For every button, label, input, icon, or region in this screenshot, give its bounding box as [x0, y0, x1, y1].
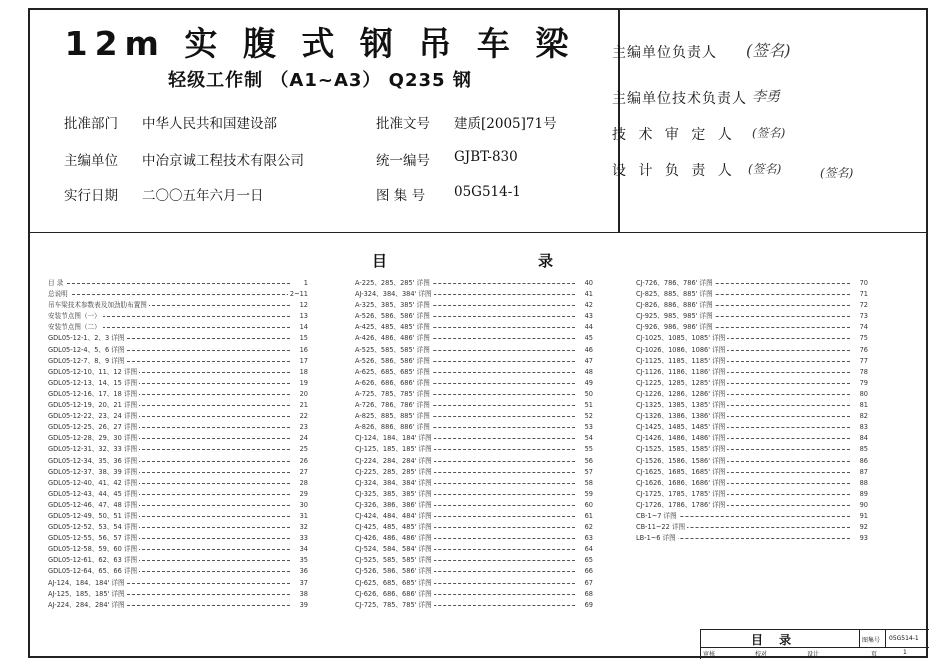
atlas-no-label: 图 集 号	[376, 188, 426, 204]
toc-row-title: A-526、586、586' 详图	[355, 356, 430, 365]
toc-row[interactable]	[355, 478, 593, 489]
toc-row-page: 50	[584, 389, 593, 398]
approval-doc-value: 建质[2005]71号	[454, 116, 557, 132]
title-block-page-value: 1	[903, 649, 907, 656]
toc-row-page: 56	[584, 456, 593, 465]
chief-signature: (签名)	[746, 41, 791, 60]
title-block-page-label: 页	[871, 651, 878, 658]
toc-row-page: 88	[859, 478, 868, 487]
toc-row[interactable]	[48, 333, 308, 344]
toc-row-page: 86	[859, 456, 868, 465]
toc-row-title: 吊车梁技术参数表及加劲肋布置图	[48, 301, 147, 310]
toc-row-title: CJ-324、384、384' 详图	[355, 478, 432, 487]
toc-row-page: 89	[859, 489, 868, 498]
title-block-divider	[859, 630, 860, 647]
toc-row-title: A-426、486、486' 详图	[355, 334, 430, 343]
toc-row[interactable]	[48, 345, 308, 356]
toc-row-title: AJ-224、284、284' 详图	[48, 600, 125, 609]
toc-row-page: 58	[584, 478, 593, 487]
toc-row[interactable]	[48, 322, 308, 333]
toc-row-title: A-526、586、586' 详图	[355, 312, 430, 321]
toc-row-page: 39	[299, 600, 308, 609]
toc-row-title: GDL05-12-40、41、42 详图	[48, 478, 138, 487]
toc-row[interactable]	[48, 589, 308, 600]
toc-row[interactable]	[48, 356, 308, 367]
toc-row-page: 33	[299, 534, 308, 543]
toc-row[interactable]	[48, 478, 308, 489]
toc-row-title: GDL05-12-37、38、39 详图	[48, 467, 138, 476]
toc-row-title: CJ-925、985、985' 详图	[636, 312, 713, 321]
toc-row-title: CB-11~22 详图	[636, 523, 686, 532]
toc-row-page: 91	[859, 511, 868, 520]
toc-title-right: 录	[538, 252, 554, 270]
toc-row-page: 51	[584, 401, 593, 410]
toc-row-title: CJ-325、385、385' 详图	[355, 489, 432, 498]
toc-row-page: 40	[584, 279, 593, 287]
toc-row-title: CJ-825、885、885' 详图	[636, 290, 713, 299]
toc-row-page: 14	[299, 323, 308, 332]
toc-row[interactable]	[48, 578, 308, 589]
toc-row-page: 61	[584, 511, 593, 520]
toc-row-page: 79	[859, 378, 868, 387]
toc-row-title: CJ-1525、1585、1585' 详图	[636, 445, 726, 454]
toc-row[interactable]	[355, 500, 593, 511]
toc-row[interactable]	[355, 333, 593, 344]
toc-row-page: 83	[859, 423, 868, 432]
toc-row[interactable]	[48, 389, 308, 400]
title-block-design-label: 设计	[807, 651, 820, 658]
toc-row-title: CJ-224、284、284' 详图	[355, 456, 432, 465]
toc-row[interactable]	[355, 289, 593, 300]
toc-row[interactable]	[636, 533, 868, 544]
toc-row[interactable]	[636, 456, 868, 467]
toc-row-page: 65	[584, 556, 593, 565]
toc-row[interactable]	[355, 300, 593, 311]
toc-row-title: GDL05-12-19、20、21 详图	[48, 401, 138, 410]
toc-row-page: 23	[299, 423, 308, 432]
toc-row[interactable]	[48, 289, 308, 300]
impl-date-value: 二〇〇五年六月一日	[142, 188, 264, 204]
toc-row-title: GDL05-12-46、47、48 详图	[48, 500, 138, 509]
toc-row[interactable]	[636, 467, 868, 478]
toc-row-title: CJ-225、285、285' 详图	[355, 467, 432, 476]
toc-row-title: GDL05-12-43、44、45 详图	[48, 489, 138, 498]
toc-row-page: 90	[859, 500, 868, 509]
toc-row-page: 30	[299, 500, 308, 509]
editor-unit-value: 中冶京诚工程技术有限公司	[142, 153, 304, 169]
toc-row[interactable]	[355, 566, 593, 577]
title-block-atlas-value: 05G514-1	[889, 635, 919, 642]
toc-row-title: CJ-1226、1286、1286' 详图	[636, 389, 726, 398]
toc-row[interactable]	[48, 566, 308, 577]
toc-row-page: 87	[859, 467, 868, 476]
toc-row[interactable]	[48, 544, 308, 555]
toc-row[interactable]	[355, 467, 593, 478]
toc-row-page: 75	[859, 334, 868, 343]
toc-row-page: 27	[299, 467, 308, 476]
toc-row-page: 62	[584, 523, 593, 532]
toc-row[interactable]	[355, 600, 593, 611]
toc-row[interactable]	[636, 422, 868, 433]
toc-row[interactable]	[636, 322, 868, 333]
page-subtitle: 轻级工作制 （A1~A3） Q235 钢	[168, 70, 472, 91]
toc-row-page: 25	[299, 445, 308, 454]
toc-row-page: 15	[299, 334, 308, 343]
toc-row-page: 77	[859, 356, 868, 365]
toc-row-title: CJ-426、486、486' 详图	[355, 534, 432, 543]
toc-row[interactable]	[48, 600, 308, 611]
toc-row-page: 66	[584, 567, 593, 576]
toc-row-title: CJ-525、585、585' 详图	[355, 556, 432, 565]
toc-row[interactable]	[355, 345, 593, 356]
toc-row-title: GDL05-12-4、5、6 详图	[48, 345, 125, 354]
toc-row[interactable]	[355, 444, 593, 455]
toc-row[interactable]	[355, 389, 593, 400]
toc-row-title: CJ-1325、1385、1385' 详图	[636, 401, 726, 410]
toc-row-page: 49	[584, 378, 593, 387]
unified-no-label: 统一编号	[376, 153, 430, 169]
design-signature: (签名)	[748, 162, 782, 176]
toc-row-page: 29	[299, 489, 308, 498]
page-title: 12m 实 腹 式 钢 吊 车 梁	[64, 24, 576, 63]
toc-row-title: CJ-1025、1085、1085' 详图	[636, 334, 726, 343]
toc-row-title: GDL05-12-25、26、27 详图	[48, 423, 138, 432]
toc-row-title: CJ-1726、1786、1786' 详图	[636, 500, 726, 509]
toc-row-title: GDL05-12-10、11、12 详图	[48, 367, 138, 376]
toc-row-page: 32	[299, 523, 308, 532]
toc-row-title: CJ-1125、1185、1185' 详图	[636, 356, 726, 365]
toc-row[interactable]	[355, 589, 593, 600]
toc-row-page: 81	[859, 401, 868, 410]
toc-row[interactable]	[636, 389, 868, 400]
toc-row[interactable]	[48, 456, 308, 467]
toc-row-page: 76	[859, 345, 868, 354]
toc-row[interactable]	[636, 378, 868, 389]
toc-row[interactable]	[636, 289, 868, 300]
toc-row-title: A-225、285、285' 详图	[355, 279, 430, 287]
toc-row-title: AJ-124、184、184' 详图	[48, 578, 125, 587]
toc-row-title: CJ-1126、1186、1186' 详图	[636, 367, 726, 376]
toc-row[interactable]	[636, 345, 868, 356]
toc-row-title: CJ-1026、1086、1086' 详图	[636, 345, 726, 354]
toc-row[interactable]	[636, 300, 868, 311]
toc-row-page: 92	[859, 523, 868, 532]
toc-row-page: 68	[584, 589, 593, 598]
title-block-review-label: 审核	[703, 651, 716, 658]
toc-row-title: 总说明	[48, 290, 68, 299]
toc-row[interactable]	[48, 411, 308, 422]
toc-row-page: 82	[859, 412, 868, 421]
toc-row[interactable]	[355, 578, 593, 589]
toc-row-page: 2~11	[289, 290, 308, 299]
toc-row[interactable]	[636, 367, 868, 378]
toc-row-title: A-725、785、785' 详图	[355, 389, 430, 398]
toc-row-page: 45	[584, 334, 593, 343]
toc-row-title: GDL05-12-52、53、54 详图	[48, 523, 138, 532]
toc-row[interactable]	[355, 533, 593, 544]
toc-row-title: CJ-1425、1485、1485' 详图	[636, 423, 726, 432]
toc-row-page: 47	[584, 356, 593, 365]
atlas-no-value: 05G514-1	[454, 184, 521, 200]
toc-row[interactable]	[636, 478, 868, 489]
toc-row[interactable]	[355, 489, 593, 500]
toc-row-title: CJ-1725、1785、1785' 详图	[636, 489, 726, 498]
toc-row-title: 安装节点图（一）	[48, 312, 101, 321]
toc-row[interactable]	[636, 333, 868, 344]
toc-leader-line	[52, 283, 290, 284]
toc-row[interactable]	[636, 311, 868, 322]
toc-row-title: A-325、385、385' 详图	[355, 301, 430, 310]
toc-row-page: 84	[859, 434, 868, 443]
tech-signature: 李勇	[752, 89, 780, 105]
toc-row-page: 44	[584, 323, 593, 332]
toc-row-page: 52	[584, 412, 593, 421]
toc-row-title: GDL05-12-34、35、36 详图	[48, 456, 138, 465]
toc-column-1	[48, 278, 308, 611]
title-block-atlas-label: 图集号	[862, 637, 881, 644]
toc-row-page: 38	[299, 589, 308, 598]
toc-row-title: CJ-1626、1686、1686' 详图	[636, 478, 726, 487]
toc-row-page: 53	[584, 423, 593, 432]
toc-row[interactable]	[48, 400, 308, 411]
toc-row-page: 24	[299, 434, 308, 443]
toc-row[interactable]	[636, 511, 868, 522]
toc-row[interactable]	[48, 367, 308, 378]
toc-row-page: 31	[299, 511, 308, 520]
toc-row-page: 57	[584, 467, 593, 476]
toc-row-title: A-525、585、585' 详图	[355, 345, 430, 354]
toc-row-page: 21	[299, 401, 308, 410]
impl-date-label: 实行日期	[64, 188, 118, 204]
toc-row[interactable]	[636, 522, 868, 533]
toc-row-title: CJ-1225、1285、1285' 详图	[636, 378, 726, 387]
toc-row-title: CJ-526、586、586' 详图	[355, 567, 432, 576]
toc-row-title: CJ-725、785、785' 详图	[355, 600, 432, 609]
toc-row-page: 42	[584, 301, 593, 310]
toc-row-page: 16	[299, 345, 308, 354]
toc-row-page: 64	[584, 545, 593, 554]
toc-row-title: CJ-1625、1685、1685' 详图	[636, 467, 726, 476]
toc-row-title: A-825、885、885' 详图	[355, 412, 430, 421]
toc-row[interactable]	[48, 433, 308, 444]
toc-row-title: GDL05-12-16、17、18 详图	[48, 389, 138, 398]
toc-row[interactable]	[355, 522, 593, 533]
toc-row[interactable]	[355, 456, 593, 467]
toc-row[interactable]	[355, 411, 593, 422]
toc-row-title: CJ-926、986、986' 详图	[636, 323, 713, 332]
toc-row-title: CJ-625、685、685' 详图	[355, 578, 432, 587]
toc-row-page: 54	[584, 434, 593, 443]
review-label: 技 术 审 定 人	[612, 127, 736, 143]
toc-row-page: 28	[299, 478, 308, 487]
toc-row-page: 19	[299, 378, 308, 387]
toc-row[interactable]	[355, 322, 593, 333]
toc-row-title: GDL05-12-49、50、51 详图	[48, 511, 138, 520]
toc-row[interactable]	[48, 467, 308, 478]
toc-row-title: AJ-324、384、384' 详图	[355, 290, 432, 299]
toc-row-title: 安装节点图（二）	[48, 323, 101, 332]
toc-row[interactable]	[48, 489, 308, 500]
chief-label: 主编单位负责人	[612, 45, 717, 61]
toc-row[interactable]	[48, 311, 308, 322]
toc-row-title: CJ-1526、1586、1586' 详图	[636, 456, 726, 465]
toc-row[interactable]	[48, 278, 308, 289]
toc-row-title: CJ-424、484、484' 详图	[355, 511, 432, 520]
toc-row-page: 41	[584, 290, 593, 299]
toc-row[interactable]	[636, 489, 868, 500]
toc-row[interactable]	[355, 555, 593, 566]
toc-row[interactable]	[636, 411, 868, 422]
design-label: 设 计 负 责 人	[612, 163, 736, 179]
toc-row-page: 17	[299, 356, 308, 365]
toc-row[interactable]	[355, 278, 593, 289]
toc-row-page: 69	[584, 600, 593, 609]
toc-row-title: A-425、485、485' 详图	[355, 323, 430, 332]
toc-row[interactable]	[355, 356, 593, 367]
approval-dept-value: 中华人民共和国建设部	[142, 116, 277, 132]
toc-row-title: CB-1~7 详图	[636, 511, 677, 520]
toc-row[interactable]	[48, 555, 308, 566]
toc-row[interactable]	[636, 400, 868, 411]
toc-row-title: GDL05-12-58、59、60 详图	[48, 545, 138, 554]
toc-row[interactable]	[48, 300, 308, 311]
toc-row-page: 34	[299, 545, 308, 554]
toc-row-title: CJ-726、786、786' 详图	[636, 279, 713, 287]
toc-row[interactable]	[355, 511, 593, 522]
toc-row[interactable]	[636, 500, 868, 511]
toc-row[interactable]	[636, 356, 868, 367]
toc-row[interactable]	[48, 500, 308, 511]
tech-label: 主编单位技术负责人	[612, 91, 747, 107]
toc-title-left: 目	[372, 252, 388, 270]
title-block-name: 目 录	[751, 633, 798, 647]
toc-row-page: 60	[584, 500, 593, 509]
toc-row-page: 22	[299, 412, 308, 421]
toc-row[interactable]	[355, 422, 593, 433]
toc-row-title: CJ-425、485、485' 详图	[355, 523, 432, 532]
toc-row-page: 80	[859, 389, 868, 398]
toc-row[interactable]	[48, 444, 308, 455]
toc-row-page: 43	[584, 312, 593, 321]
toc-row-title: GDL05-12-31、32、33 详图	[48, 445, 138, 454]
toc-row-page: 12	[299, 301, 308, 310]
toc-row[interactable]	[355, 433, 593, 444]
toc-row-title: CJ-826、886、886' 详图	[636, 301, 713, 310]
toc-column-2	[355, 278, 593, 611]
toc-row-title: GDL05-12-55、56、57 详图	[48, 534, 138, 543]
toc-row-title: CJ-125、185、185' 详图	[355, 445, 432, 454]
toc-row-title: CJ-1326、1386、1386' 详图	[636, 412, 726, 421]
toc-row-page: 59	[584, 489, 593, 498]
toc-row[interactable]	[48, 378, 308, 389]
toc-row[interactable]	[636, 278, 868, 289]
toc-row-title: AJ-125、185、185' 详图	[48, 589, 125, 598]
toc-row-page: 18	[299, 367, 308, 376]
toc-row-page: 67	[584, 578, 593, 587]
toc-row-title: GDL05-12-28、29、30 详图	[48, 434, 138, 443]
title-block-check-label: 校对	[755, 651, 768, 658]
toc-row-title: CJ-326、386、386' 详图	[355, 500, 432, 509]
title-block-row	[701, 630, 929, 648]
toc-row-title: GDL05-12-13、14、15 详图	[48, 378, 138, 387]
toc-row-title: A-826、886、886' 详图	[355, 423, 430, 432]
toc-row[interactable]	[355, 400, 593, 411]
toc-row-title: GDL05-12-7、8、9 详图	[48, 356, 125, 365]
toc-row-page: 26	[299, 456, 308, 465]
toc-row-page: 37	[299, 578, 308, 587]
toc-row-page: 46	[584, 345, 593, 354]
toc-row-page: 55	[584, 445, 593, 454]
toc-row[interactable]	[48, 533, 308, 544]
toc-row[interactable]	[355, 311, 593, 322]
approval-doc-label: 批准文号	[376, 116, 430, 132]
toc-row-title: GDL05-12-22、23、24 详图	[48, 412, 138, 421]
toc-row-page: 48	[584, 367, 593, 376]
toc-row[interactable]	[355, 378, 593, 389]
toc-row[interactable]	[636, 433, 868, 444]
toc-row-page: 85	[859, 445, 868, 454]
toc-row-page: 70	[859, 279, 868, 287]
toc-row-title: CJ-1426、1486、1486' 详图	[636, 434, 726, 443]
toc-row-page: 20	[299, 389, 308, 398]
toc-row-page: 1	[303, 279, 308, 287]
design-signature-2: (签名)	[820, 166, 854, 180]
toc-row-title: A-625、685、685' 详图	[355, 367, 430, 376]
toc-row[interactable]	[48, 522, 308, 533]
toc-leader-line	[52, 294, 290, 295]
title-block-divider	[885, 630, 886, 647]
toc-row-page: 78	[859, 367, 868, 376]
toc-row-title: A-726、786、786' 详图	[355, 401, 430, 410]
toc-row[interactable]	[355, 544, 593, 555]
review-signature: (签名)	[752, 126, 786, 140]
title-block	[700, 629, 929, 659]
toc-row-title: GDL05-12-1、2、3 详图	[48, 334, 125, 343]
toc-row-title: 目 录	[48, 279, 64, 287]
toc-row-page: 93	[859, 534, 868, 543]
toc-row-page: 13	[299, 312, 308, 321]
toc-row-title: LB-1~6 详图	[636, 534, 676, 543]
toc-row-title: A-626、686、686' 详图	[355, 378, 430, 387]
toc-row-page: 72	[859, 301, 868, 310]
toc-row-page: 74	[859, 323, 868, 332]
approval-dept-label: 批准部门	[64, 116, 118, 132]
toc-row[interactable]	[636, 444, 868, 455]
toc-row-title: GDL05-12-61、62、63 详图	[48, 556, 138, 565]
toc-row-title: CJ-626、686、686' 详图	[355, 589, 432, 598]
toc-column-3	[636, 278, 868, 544]
toc-row[interactable]	[48, 422, 308, 433]
toc-row-page: 73	[859, 312, 868, 321]
toc-row-title: CJ-524、584、584' 详图	[355, 545, 432, 554]
toc-row-page: 63	[584, 534, 593, 543]
toc-row-page: 35	[299, 556, 308, 565]
toc-row-title: CJ-124、184、184' 详图	[355, 434, 432, 443]
editor-unit-label: 主编单位	[64, 153, 118, 169]
toc-row-page: 36	[299, 567, 308, 576]
toc-row[interactable]	[48, 511, 308, 522]
toc-row-page: 71	[859, 290, 868, 299]
unified-no-value: GJBT-830	[454, 149, 518, 165]
toc-row-title: GDL05-12-64、65、66 详图	[48, 567, 138, 576]
toc-row[interactable]	[355, 367, 593, 378]
